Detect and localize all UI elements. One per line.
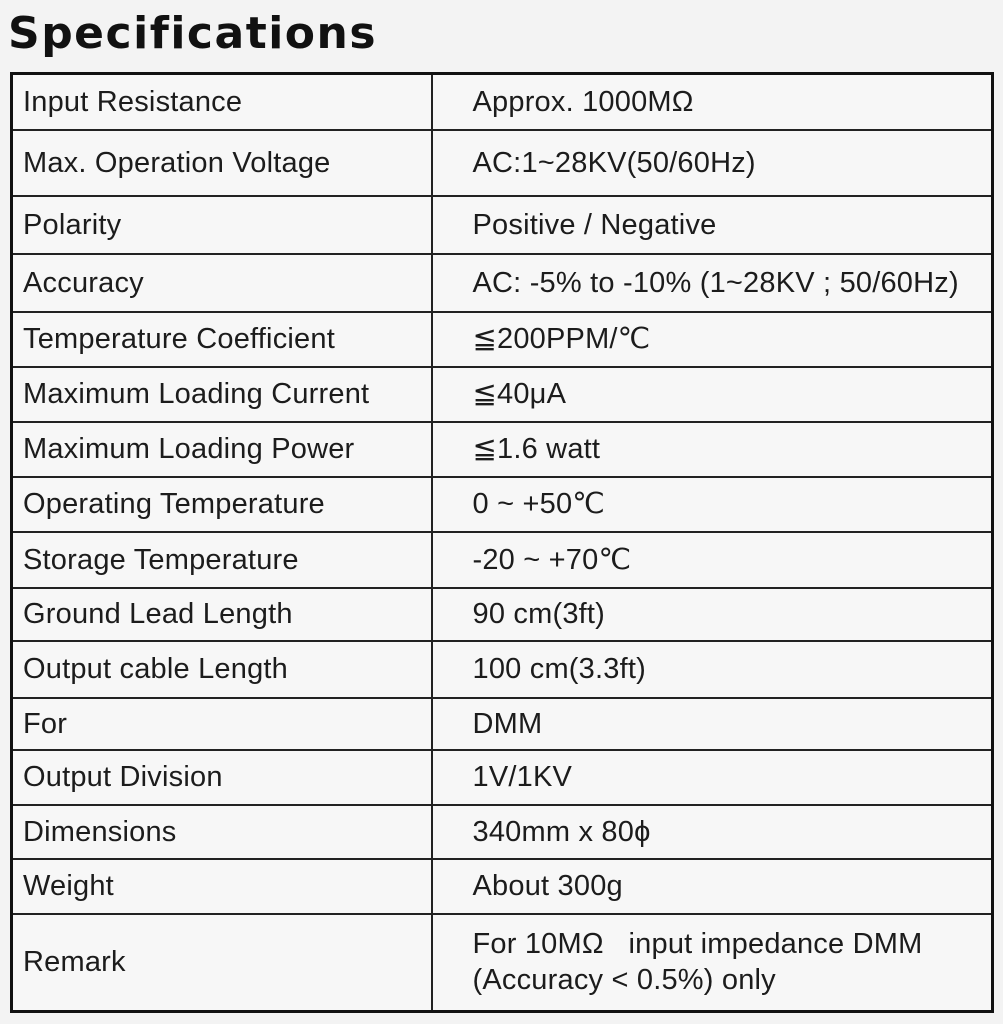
- spec-value: ≦1.6 watt: [432, 422, 993, 477]
- spec-value: About 300g: [432, 859, 993, 914]
- table-row: [12, 914, 993, 1012]
- table-row: [12, 422, 993, 477]
- spec-label: Output Division: [12, 750, 432, 805]
- spec-value: [432, 914, 993, 1012]
- remark-line-2: (Accuracy < 0.5%) only: [472, 964, 776, 997]
- spec-value: 100 cm(3.3ft): [432, 641, 993, 698]
- table-row: [12, 750, 993, 805]
- spec-value: Approx. 1000MΩ: [432, 74, 993, 130]
- table-row: [12, 859, 993, 914]
- spec-label: Dimensions: [12, 805, 432, 859]
- spec-value: -20 ~ +70℃: [432, 532, 993, 588]
- spec-label: Polarity: [12, 196, 432, 254]
- spec-value: DMM: [432, 698, 993, 750]
- spec-value: 90 cm(3ft): [432, 588, 993, 641]
- page-title: Specifications: [8, 8, 378, 59]
- table-row: [12, 477, 993, 532]
- table-row: [12, 367, 993, 422]
- spec-label: Weight: [12, 859, 432, 914]
- spec-label: Ground Lead Length: [12, 588, 432, 641]
- spec-label: Temperature Coefficient: [12, 312, 432, 367]
- spec-label: Max. Operation Voltage: [12, 130, 432, 196]
- table-row: [12, 532, 993, 588]
- spec-value: ≦40μA: [432, 367, 993, 422]
- spec-label: For: [12, 698, 432, 750]
- table-row: [12, 641, 993, 698]
- table-row: [12, 130, 993, 196]
- spec-label: Accuracy: [12, 254, 432, 312]
- spec-label: Maximum Loading Current: [12, 367, 432, 422]
- table-row: [12, 588, 993, 641]
- table-row: [12, 805, 993, 859]
- spec-label: Maximum Loading Power: [12, 422, 432, 477]
- remark-line-1: For 10MΩ input impedance DMM: [472, 928, 923, 961]
- spec-label: Input Resistance: [12, 74, 432, 130]
- spec-label: Operating Temperature: [12, 477, 432, 532]
- spec-label: Output cable Length: [12, 641, 432, 698]
- table-row: [12, 196, 993, 254]
- specifications-table: [10, 72, 994, 1013]
- spec-label: Storage Temperature: [12, 532, 432, 588]
- spec-value: 0 ~ +50℃: [432, 477, 993, 532]
- table-row: [12, 74, 993, 130]
- table-row: [12, 312, 993, 367]
- spec-label: Remark: [12, 914, 432, 1012]
- spec-value: ≦200PPM/℃: [432, 312, 993, 367]
- spec-value: Positive / Negative: [432, 196, 993, 254]
- table-row: [12, 254, 993, 312]
- spec-value: AC:1~28KV(50/60Hz): [432, 130, 993, 196]
- spec-value: 1V/1KV: [432, 750, 993, 805]
- spec-value: AC: -5% to -10% (1~28KV ; 50/60Hz): [432, 254, 993, 312]
- table-row: [12, 698, 993, 750]
- spec-value: 340mm x 80ϕ: [432, 805, 993, 859]
